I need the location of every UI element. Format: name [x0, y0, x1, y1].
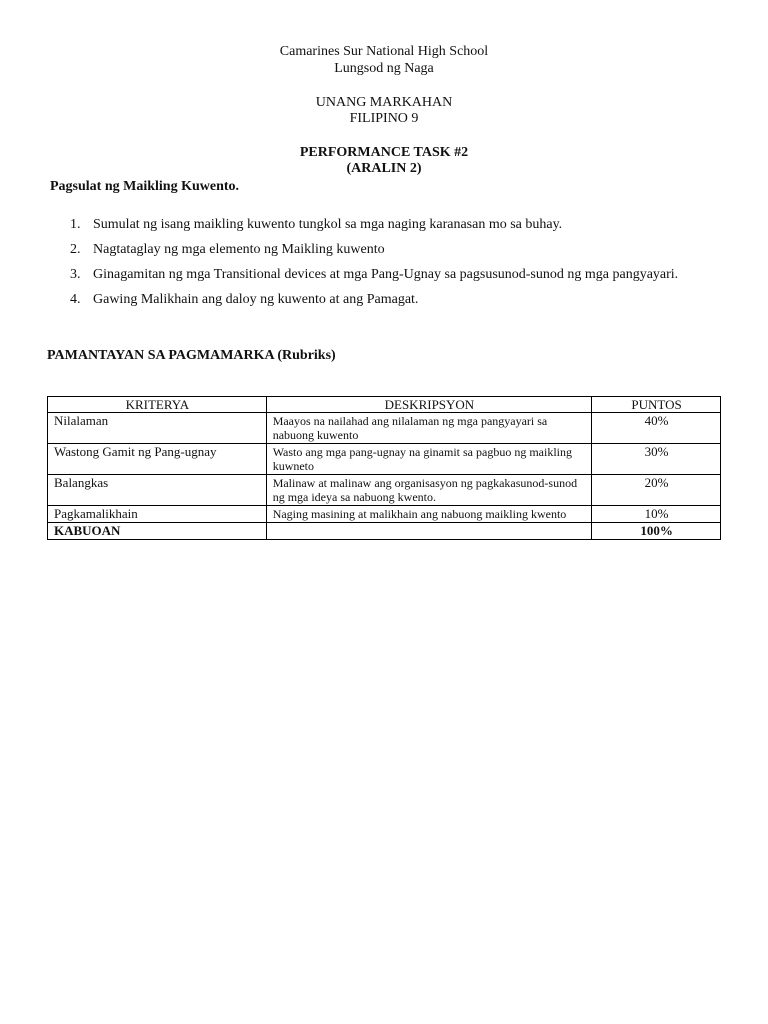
column-header-criteria: KRITERYA: [48, 397, 267, 413]
instruction-list: [70, 212, 721, 312]
instruction-number: 2.: [70, 242, 81, 257]
instruction-text: Ginagamitan ng mga Transitional devices at mga Pang-Ugnay sa pagsusunod-sunod ng mga pangyayari.: [93, 267, 679, 282]
instruction-item: [70, 262, 721, 287]
instruction-text: Sumulat ng isang maikling kuwento tungkol sa mga naging karanasan mo sa buhay.: [93, 217, 563, 232]
total-points-cell: 100%: [592, 523, 721, 540]
criteria-cell: Nilalaman: [48, 413, 267, 444]
instruction-item: [70, 212, 721, 237]
table-row: [48, 413, 721, 444]
task-title: Pagsulat ng Maikling Kuwento.: [50, 179, 240, 194]
task-heading: PERFORMANCE TASK #2: [299, 145, 469, 160]
instruction-number: 4.: [70, 292, 81, 307]
instruction-number: 1.: [70, 217, 81, 232]
subject-label: FILIPINO 9: [349, 111, 419, 126]
table-header-row: [48, 397, 721, 413]
table-row: [48, 475, 721, 506]
quarter-label: UNANG MARKAHAN: [315, 95, 453, 110]
instruction-text: Gawing Malikhain ang daloy ng kuwento at ang Pamagat.: [93, 292, 419, 307]
total-row: [48, 523, 721, 540]
criteria-cell: Pagkamalikhain: [48, 506, 267, 523]
city-name: Lungsod ng Naga: [334, 61, 434, 76]
description-cell: Maayos na nailahad ang nilalaman ng mga pangyayari sa nabuong kuwento: [266, 413, 591, 444]
points-cell: 20%: [592, 475, 721, 506]
points-cell: 30%: [592, 444, 721, 475]
points-cell: 10%: [592, 506, 721, 523]
instruction-text: Nagtataglay ng mga elemento ng Maikling kuwento: [93, 242, 385, 257]
instruction-item: [70, 287, 721, 312]
total-description-cell: [266, 523, 591, 540]
description-cell: Wasto ang mga pang-ugnay na ginamit sa pagbuo ng maikling kuwneto: [266, 444, 591, 475]
school-name: Camarines Sur National High School: [279, 44, 489, 59]
table-row: [48, 506, 721, 523]
points-cell: 40%: [592, 413, 721, 444]
column-header-points: PUNTOS: [592, 397, 721, 413]
column-header-description: DESKRIPSYON: [266, 397, 591, 413]
lesson-heading: (ARALIN 2): [346, 161, 422, 176]
criteria-cell: Wastong Gamit ng Pang-ugnay: [48, 444, 267, 475]
rubric-heading: PAMANTAYAN SA PAGMAMARKA (Rubriks): [47, 348, 336, 363]
total-label-cell: KABUOAN: [48, 523, 267, 540]
instruction-number: 3.: [70, 267, 81, 282]
description-cell: Malinaw at malinaw ang organisasyon ng pagkakasunod-sunod ng mga ideya sa nabuong kwento.: [266, 475, 591, 506]
description-cell: Naging masining at malikhain ang nabuong maikling kwento: [266, 506, 591, 523]
instruction-item: [70, 237, 721, 262]
rubric-table: [47, 396, 721, 540]
table-row: [48, 444, 721, 475]
criteria-cell: Balangkas: [48, 475, 267, 506]
